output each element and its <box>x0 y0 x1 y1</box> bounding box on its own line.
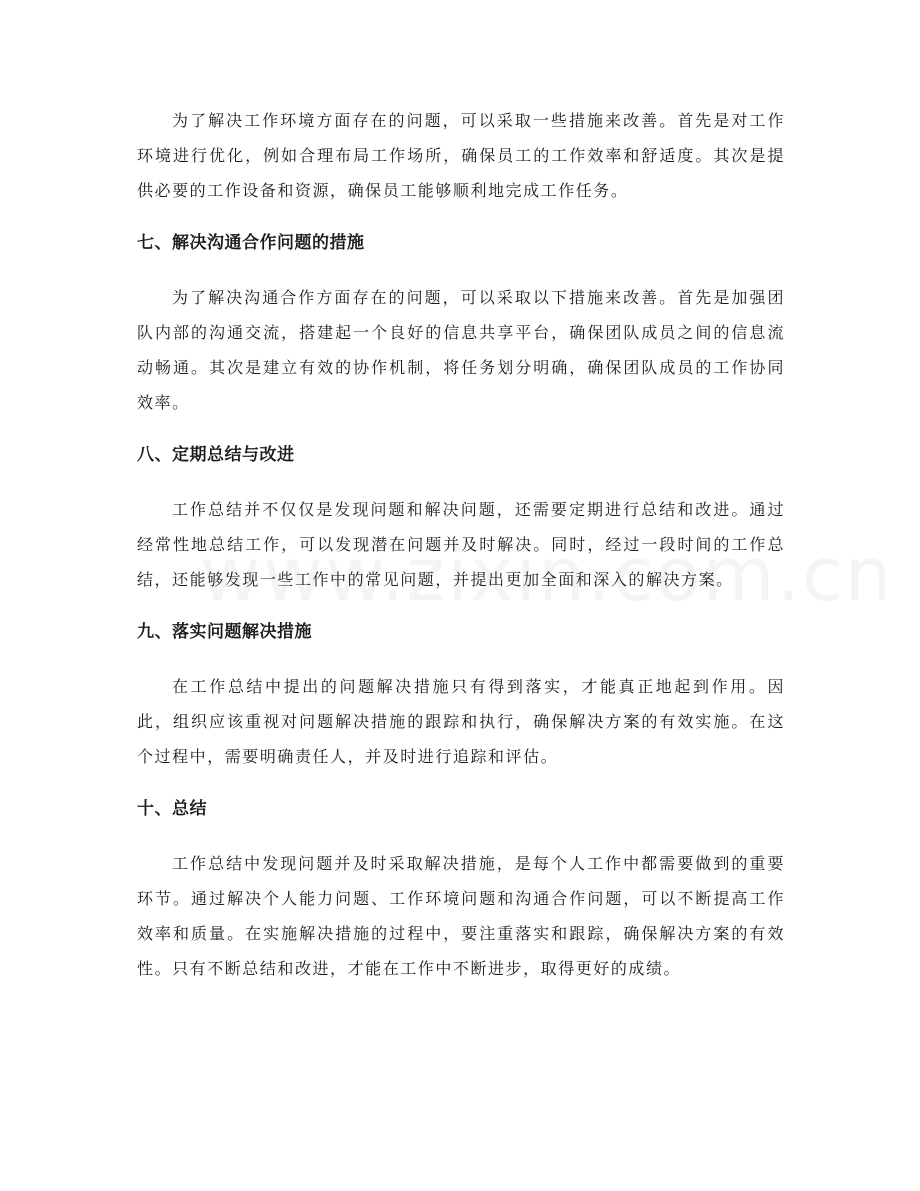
section-9-heading: 九、落实问题解决措施 <box>137 622 312 642</box>
section-6-paragraph: 为了解决工作环境方面存在的问题，可以采取一些措施来改善。首先是对工作环境进行优化，例如合理布局工作场所，确保员工的工作效率和舒适度。其次是提供必要的工作设备和资源，确保员工能够顺利地完成工作任务。 <box>137 111 785 200</box>
section-8-paragraph: 工作总结并不仅仅是发现问题和解决问题，还需要定期进行总结和改进。通过经常性地总结工作，可以发现潜在问题并及时解决。同时，经过一段时间的工作总结，还能够发现一些工作中的常见问题，并提出更加全面和深入的解决方案。 <box>137 500 785 589</box>
section-10-heading: 十、总结 <box>137 799 207 819</box>
section-7-heading: 七、解决沟通合作问题的措施 <box>137 233 365 253</box>
section-7-paragraph: 为了解决沟通合作方面存在的问题，可以采取以下措施来改善。首先是加强团队内部的沟通交流，搭建起一个良好的信息共享平台，确保团队成员之间的信息流动畅通。其次是建立有效的协作机制，将任务划分明确，确保团队成员的工作协同效率。 <box>137 288 785 412</box>
section-10-paragraph: 工作总结中发现问题并及时采取解决措施，是每个人工作中都需要做到的重要环节。通过解决个人能力问题、工作环境问题和沟通合作问题，可以不断提高工作效率和质量。在实施解决措施的过程中，要注重落实和跟踪，确保解决方案的有效性。只有不断总结和改进，才能在工作中不断进步，取得更好的成绩。 <box>137 854 785 978</box>
document-body <box>137 103 785 986</box>
section-8-heading: 八、定期总结与改进 <box>137 445 295 465</box>
section-9-paragraph: 在工作总结中提出的问题解决措施只有得到落实，才能真正地起到作用。因此，组织应该重视对问题解决措施的跟踪和执行，确保解决方案的有效实施。在这个过程中，需要明确责任人，并及时进行追踪和评估。 <box>137 677 785 766</box>
